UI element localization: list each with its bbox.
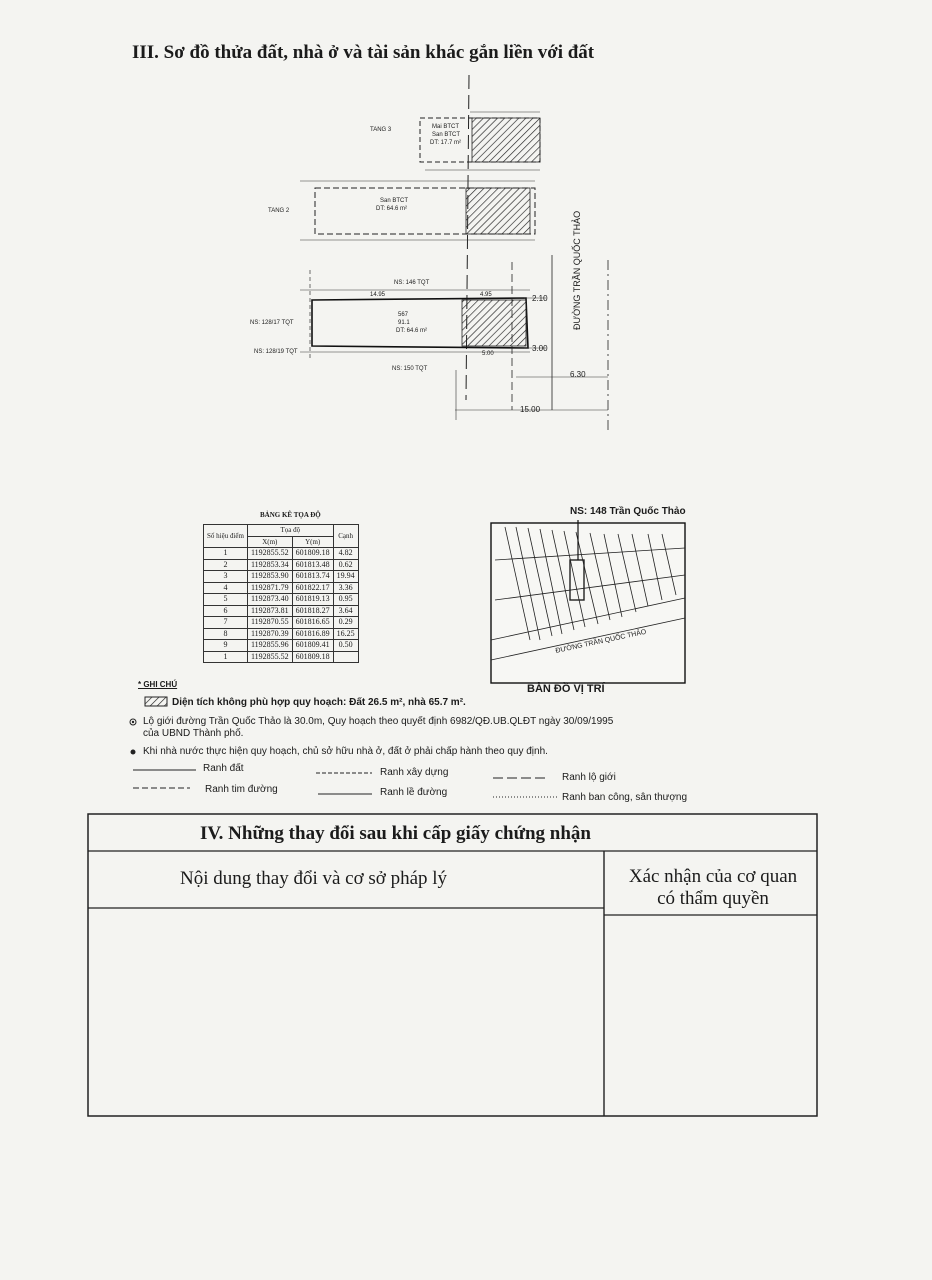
ns-west1-label: NS: 128/17 TQT xyxy=(250,320,294,326)
floor-2-area: DT: 64.6 m² xyxy=(376,206,408,212)
header-coords: Tọa độ xyxy=(247,525,333,537)
table-cell-y: 601809.41 xyxy=(292,640,333,652)
dim-1500: 15.00 xyxy=(520,405,541,414)
legend-ranh-dat: Ranh đất xyxy=(203,763,244,774)
note-line-2: Lộ giới đường Trần Quốc Thảo là 30.0m, Quy hoạch theo quyết định 6982/QĐ.UB.QLĐT ngày 30/09/1995 xyxy=(143,716,614,727)
hatch-legend-swatch xyxy=(145,697,167,706)
floor-2-plan xyxy=(300,181,535,240)
table-cell-x: 1192870.39 xyxy=(247,628,292,640)
ns-south-label: NS: 150 TQT xyxy=(392,366,428,372)
table-cell-y: 601809.18 xyxy=(292,651,333,663)
floor-3-label: TANG 3 xyxy=(370,127,392,133)
table-cell-p: 6 xyxy=(204,605,248,617)
legend-ranh-xay-dung: Ranh xây dựng xyxy=(380,767,449,778)
ns-north-label: NS: 146 TQT xyxy=(394,280,430,286)
header-x: X(m) xyxy=(247,536,292,548)
table-cell-x: 1192855.96 xyxy=(247,640,292,652)
table-cell-p: 2 xyxy=(204,559,248,571)
table-cell-y: 601818.27 xyxy=(292,605,333,617)
len-east-bot: 5.00 xyxy=(482,351,494,357)
table-cell-p: 1 xyxy=(204,548,248,560)
table-cell-x: 1192855.52 xyxy=(247,548,292,560)
table-cell-c: 3.64 xyxy=(333,605,358,617)
table-cell-c: 0.50 xyxy=(333,640,358,652)
table-cell-y: 601819.13 xyxy=(292,594,333,606)
table-row xyxy=(204,571,359,583)
table-cell-y: 601816.65 xyxy=(292,617,333,629)
table-cell-x: 1192855.52 xyxy=(247,651,292,663)
table-cell-p: 4 xyxy=(204,582,248,594)
dim-300: 3.00 xyxy=(532,344,548,353)
table-cell-y: 601813.74 xyxy=(292,571,333,583)
legend-ranh-le-duong: Ranh lề đường xyxy=(380,787,448,798)
table-cell-y: 601816.89 xyxy=(292,628,333,640)
section-3-title: III. Sơ đồ thửa đất, nhà ở và tài sản khác gắn liền với đất xyxy=(132,42,595,63)
table-row xyxy=(204,559,359,571)
notes-header: * GHI CHÚ xyxy=(138,680,178,689)
street-label-plan: ĐƯỜNG TRẦN QUỐC THẢO xyxy=(572,210,582,330)
map-ns-label: NS: 148 Trần Quốc Thảo xyxy=(570,506,686,517)
table-cell-p: 5 xyxy=(204,594,248,606)
header-y: Y(m) xyxy=(292,536,333,548)
table-cell-x: 1192870.55 xyxy=(247,617,292,629)
floor-3-area: DT: 17.7 m² xyxy=(430,140,462,146)
location-map xyxy=(491,520,685,683)
table-row xyxy=(204,617,359,629)
floor-3-desc1: Mai BTCT xyxy=(432,124,459,130)
table-cell-c: 0.95 xyxy=(333,594,358,606)
table-cell-y: 601809.18 xyxy=(292,548,333,560)
column-confirmation-line2: có thẩm quyền xyxy=(657,888,769,909)
map-title: BẢN ĐỒ VỊ TRÍ xyxy=(527,683,605,695)
table-cell-p: 1 xyxy=(204,651,248,663)
table-row xyxy=(204,640,359,652)
table-cell-c xyxy=(333,651,358,663)
ns-west2-label: NS: 128/19 TQT xyxy=(254,349,298,355)
column-confirmation-line1: Xác nhận của cơ quan xyxy=(628,866,798,887)
table-cell-p: 9 xyxy=(204,640,248,652)
table-cell-x: 1192853.34 xyxy=(247,559,292,571)
table-cell-c: 19.94 xyxy=(333,571,358,583)
table-cell-p: 7 xyxy=(204,617,248,629)
map-street-label: ĐƯỜNG TRẦN QUỐC THẢO xyxy=(555,628,648,655)
table-row xyxy=(204,548,359,560)
coord-table xyxy=(203,524,359,663)
legend-samples xyxy=(133,770,557,797)
table-cell-x: 1192873.40 xyxy=(247,594,292,606)
header-edge: Cạnh xyxy=(333,525,358,548)
legend-ranh-lo-gioi: Ranh lộ giới xyxy=(562,772,616,783)
floor-3-desc2: San BTCT xyxy=(432,132,461,138)
len-north: 14.95 xyxy=(370,292,386,298)
legend-ranh-ban-cong: Ranh ban công, sân thượng xyxy=(562,792,688,803)
table-cell-c: 0.29 xyxy=(333,617,358,629)
table-cell-y: 601822.17 xyxy=(292,582,333,594)
table-cell-c: 4.82 xyxy=(333,548,358,560)
header-point: Số hiệu điểm xyxy=(204,525,248,548)
lot-number: 567 xyxy=(398,312,409,318)
section-4-title: IV. Những thay đổi sau khi cấp giấy chứng nhận xyxy=(200,823,591,844)
table-cell-c: 16.25 xyxy=(333,628,358,640)
table-cell-x: 1192871.79 xyxy=(247,582,292,594)
len-east-top: 4.95 xyxy=(480,292,492,298)
column-changes-header: Nội dung thay đổi và cơ sở pháp lý xyxy=(180,868,448,889)
floor-2-desc: San BTCT xyxy=(380,198,409,204)
floor-2-label: TANG 2 xyxy=(268,208,290,214)
table-cell-x: 1192853.90 xyxy=(247,571,292,583)
house-area: DT: 64.6 m² xyxy=(396,328,428,334)
table-row xyxy=(204,628,359,640)
table-cell-p: 3 xyxy=(204,571,248,583)
lot-area: 91.1 xyxy=(398,320,410,326)
note-line-1: Diện tích không phù hợp quy hoạch: Đất 26.5 m², nhà 65.7 m². xyxy=(172,697,466,708)
legend-ranh-tim-duong: Ranh tim đường xyxy=(205,784,278,795)
table-cell-y: 601813.48 xyxy=(292,559,333,571)
coord-table-title: BẢNG KÊ TỌA ĐỘ xyxy=(260,511,321,519)
table-row xyxy=(204,582,359,594)
dim-630: 6.30 xyxy=(570,370,586,379)
table-row xyxy=(204,605,359,617)
table-cell-c: 3.36 xyxy=(333,582,358,594)
note-line-3: Khi nhà nước thực hiện quy hoạch, chủ sở hữu nhà ở, đất ở phải chấp hành theo quy định. xyxy=(143,746,548,757)
note-line-2b: của UBND Thành phố. xyxy=(143,728,244,739)
table-cell-c: 0.62 xyxy=(333,559,358,571)
table-cell-p: 8 xyxy=(204,628,248,640)
axis-line xyxy=(466,75,469,400)
table-cell-x: 1192873.81 xyxy=(247,605,292,617)
table-row xyxy=(204,651,359,663)
table-row xyxy=(204,594,359,606)
ground-parcel xyxy=(300,255,608,430)
section-4-table-frame xyxy=(88,814,817,1116)
column-confirmation-header xyxy=(613,866,813,910)
dim-210: 2.10 xyxy=(532,294,548,303)
